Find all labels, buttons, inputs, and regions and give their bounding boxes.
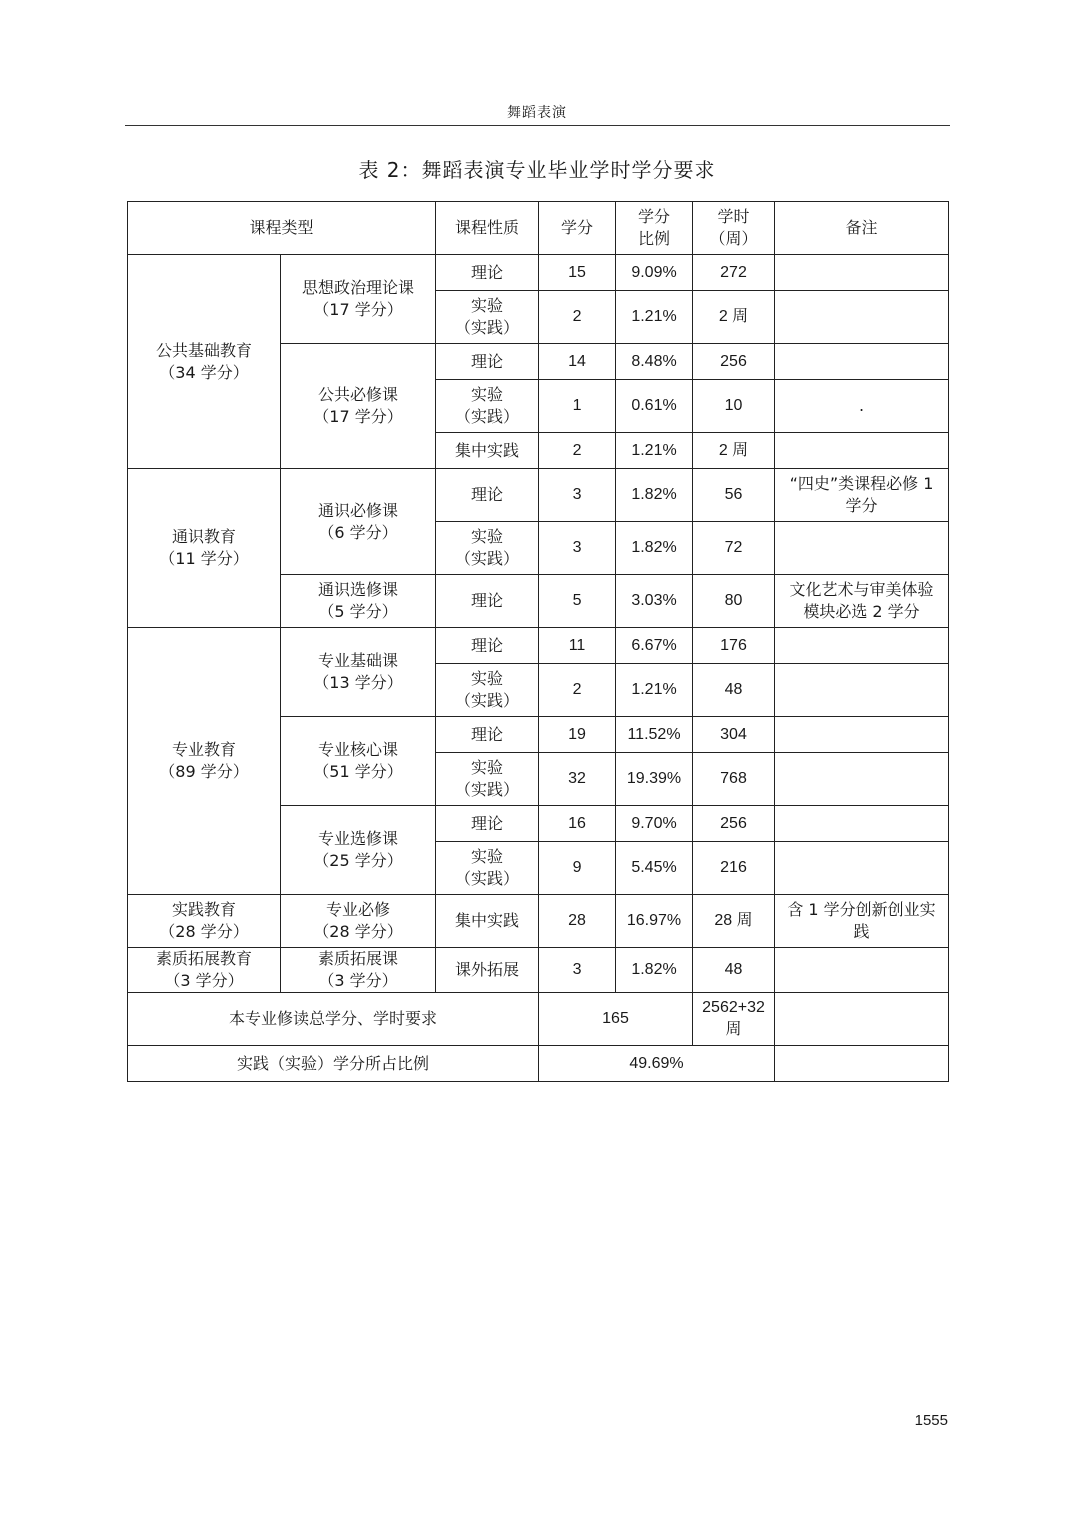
nature-cell: 理论 xyxy=(436,344,539,380)
remark-cell xyxy=(775,948,949,993)
remark-cell xyxy=(775,522,949,575)
nature-cell: 理论 xyxy=(436,255,539,291)
credits-table xyxy=(127,201,949,1082)
hours-cell: 768 xyxy=(693,753,775,806)
category-cell: 实践教育 （28 学分） xyxy=(128,895,281,948)
credit-cell: 11 xyxy=(539,628,616,664)
ratio-cell: 11.52% xyxy=(616,717,693,753)
hours-cell: 256 xyxy=(693,806,775,842)
total-credits: 165 xyxy=(539,993,693,1046)
credit-cell: 28 xyxy=(539,895,616,948)
ratio-cell: 1.21% xyxy=(616,291,693,344)
hours-cell: 256 xyxy=(693,344,775,380)
nature-cell: 理论 xyxy=(436,717,539,753)
hours-cell: 48 xyxy=(693,948,775,993)
subcategory-cell: 公共必修课 （17 学分） xyxy=(281,344,436,469)
hours-cell: 72 xyxy=(693,522,775,575)
credit-cell: 3 xyxy=(539,948,616,993)
ratio-cell: 1.82% xyxy=(616,948,693,993)
credit-cell: 9 xyxy=(539,842,616,895)
credit-cell: 3 xyxy=(539,522,616,575)
credit-cell: 19 xyxy=(539,717,616,753)
nature-cell: 实验 （实践） xyxy=(436,380,539,433)
nature-cell: 实验 （实践） xyxy=(436,664,539,717)
nature-cell: 实验 （实践） xyxy=(436,291,539,344)
table-body xyxy=(128,255,949,993)
category-cell: 素质拓展教育 （3 学分） xyxy=(128,948,281,993)
remark-cell xyxy=(775,717,949,753)
subcategory-cell: 通识必修课 （6 学分） xyxy=(281,469,436,575)
credit-cell: 2 xyxy=(539,433,616,469)
practice-ratio-label: 实践（实验）学分所占比例 xyxy=(128,1046,539,1082)
remark-cell: . xyxy=(775,380,949,433)
table-title: 表 2：舞蹈表演专业毕业学时学分要求 xyxy=(358,158,716,182)
table-row xyxy=(128,628,949,664)
ratio-cell: 1.21% xyxy=(616,664,693,717)
practice-ratio-remark xyxy=(775,1046,949,1082)
hours-cell: 216 xyxy=(693,842,775,895)
subcategory-cell: 专业必修 （28 学分） xyxy=(281,895,436,948)
ratio-cell: 1.21% xyxy=(616,433,693,469)
ratio-cell: 16.97% xyxy=(616,895,693,948)
subcategory-cell: 专业基础课 （13 学分） xyxy=(281,628,436,717)
remark-cell: 含 1 学分创新创业实 践 xyxy=(775,895,949,948)
remark-cell xyxy=(775,806,949,842)
remark-cell xyxy=(775,628,949,664)
header-hours: 学时 （周） xyxy=(693,202,775,255)
ratio-cell: 8.48% xyxy=(616,344,693,380)
nature-cell: 实验 （实践） xyxy=(436,522,539,575)
total-row xyxy=(128,993,949,1046)
hours-cell: 56 xyxy=(693,469,775,522)
subcategory-cell: 专业核心课 （51 学分） xyxy=(281,717,436,806)
hours-cell: 10 xyxy=(693,380,775,433)
header-course-type: 课程类型 xyxy=(128,202,436,255)
nature-cell: 理论 xyxy=(436,628,539,664)
remark-cell: 文化艺术与审美体验 模块必选 2 学分 xyxy=(775,575,949,628)
ratio-cell: 19.39% xyxy=(616,753,693,806)
nature-cell: 理论 xyxy=(436,806,539,842)
remark-cell: “四史”类课程必修 1 学分 xyxy=(775,469,949,522)
hours-cell: 304 xyxy=(693,717,775,753)
header-remark: 备注 xyxy=(775,202,949,255)
ratio-cell: 6.67% xyxy=(616,628,693,664)
category-cell: 公共基础教育 （34 学分） xyxy=(128,255,281,469)
remark-cell xyxy=(775,433,949,469)
remark-cell xyxy=(775,344,949,380)
hours-cell: 176 xyxy=(693,628,775,664)
hours-cell: 28 周 xyxy=(693,895,775,948)
category-cell: 通识教育 （11 学分） xyxy=(128,469,281,628)
table-row xyxy=(128,469,949,522)
credit-cell: 14 xyxy=(539,344,616,380)
table-header-row xyxy=(128,202,949,255)
ratio-cell: 3.03% xyxy=(616,575,693,628)
ratio-cell: 0.61% xyxy=(616,380,693,433)
nature-cell: 课外拓展 xyxy=(436,948,539,993)
nature-cell: 理论 xyxy=(436,469,539,522)
remark-cell xyxy=(775,753,949,806)
nature-cell: 实验 （实践） xyxy=(436,753,539,806)
subcategory-cell: 通识选修课 （5 学分） xyxy=(281,575,436,628)
credit-cell: 15 xyxy=(539,255,616,291)
ratio-cell: 9.70% xyxy=(616,806,693,842)
practice-ratio-row xyxy=(128,1046,949,1082)
total-hours: 2562+32 周 xyxy=(693,993,775,1046)
nature-cell: 实验 （实践） xyxy=(436,842,539,895)
ratio-cell: 9.09% xyxy=(616,255,693,291)
total-remark xyxy=(775,993,949,1046)
credit-cell: 2 xyxy=(539,664,616,717)
header-course-nature: 课程性质 xyxy=(436,202,539,255)
remark-cell xyxy=(775,664,949,717)
nature-cell: 集中实践 xyxy=(436,895,539,948)
credit-cell: 32 xyxy=(539,753,616,806)
nature-cell: 理论 xyxy=(436,575,539,628)
hours-cell: 48 xyxy=(693,664,775,717)
ratio-cell: 1.82% xyxy=(616,469,693,522)
remark-cell xyxy=(775,255,949,291)
header-credit: 学分 xyxy=(539,202,616,255)
subcategory-cell: 思想政治理论课 （17 学分） xyxy=(281,255,436,344)
table-row xyxy=(128,255,949,291)
hours-cell: 2 周 xyxy=(693,291,775,344)
credit-cell: 5 xyxy=(539,575,616,628)
practice-ratio-value: 49.69% xyxy=(539,1046,775,1082)
ratio-cell: 1.82% xyxy=(616,522,693,575)
header-credit-ratio: 学分 比例 xyxy=(616,202,693,255)
ratio-cell: 5.45% xyxy=(616,842,693,895)
table-row xyxy=(128,948,949,993)
page-number: 1555 xyxy=(914,1412,948,1429)
nature-cell: 集中实践 xyxy=(436,433,539,469)
credit-cell: 2 xyxy=(539,291,616,344)
hours-cell: 2 周 xyxy=(693,433,775,469)
subcategory-cell: 专业选修课 （25 学分） xyxy=(281,806,436,895)
subcategory-cell: 素质拓展课 （3 学分） xyxy=(281,948,436,993)
total-label: 本专业修读总学分、学时要求 xyxy=(128,993,539,1046)
credit-cell: 16 xyxy=(539,806,616,842)
table-row xyxy=(128,895,949,948)
hours-cell: 80 xyxy=(693,575,775,628)
remark-cell xyxy=(775,291,949,344)
remark-cell xyxy=(775,842,949,895)
credit-cell: 3 xyxy=(539,469,616,522)
hours-cell: 272 xyxy=(693,255,775,291)
running-header: 舞蹈表演 xyxy=(507,105,567,121)
header-rule xyxy=(125,125,950,126)
category-cell: 专业教育 （89 学分） xyxy=(128,628,281,895)
credit-cell: 1 xyxy=(539,380,616,433)
